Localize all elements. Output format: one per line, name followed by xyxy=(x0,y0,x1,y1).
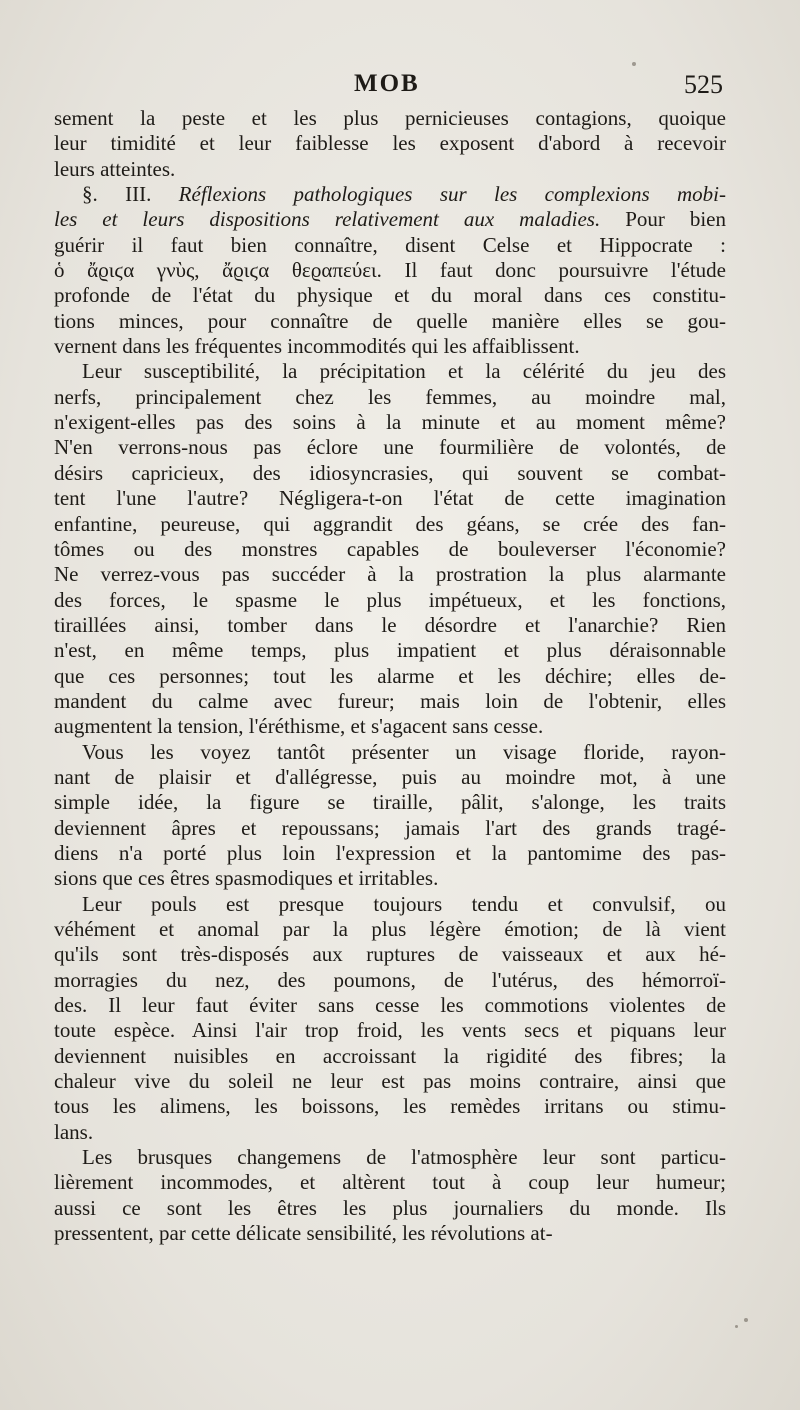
text-line: qu'ils sont très-disposés aux ruptures de vaisseaux et aux hé- xyxy=(54,942,726,967)
text-line: profonde de l'état du physique et du moral dans ces constitu- xyxy=(54,283,726,308)
paper-speck xyxy=(735,1325,738,1328)
text-line: Les brusques changemens de l'atmosphère leur sont particu- xyxy=(82,1145,726,1170)
paragraph xyxy=(54,892,726,1145)
text-line xyxy=(54,182,726,207)
text-line: deviennent nuisibles en accroissant la rigidité des fibres; la xyxy=(54,1043,726,1068)
text-line: N'en verrons-nous pas éclore une fourmilière de volontés, de xyxy=(54,435,726,460)
text-line xyxy=(54,207,726,232)
section-heading-italic: Réflexions pathologiques sur les complexions mobi- xyxy=(178,182,726,207)
text-line: diens n'a porté plus loin l'expression et la pantomime des pas- xyxy=(54,840,726,865)
paragraph xyxy=(54,359,726,739)
text-line: leurs atteintes. xyxy=(54,156,176,181)
text-line: que ces personnes; tout les alarme et les déchire; elles de- xyxy=(54,663,726,688)
paragraph xyxy=(54,182,726,359)
paper-speck xyxy=(744,1318,748,1322)
text-line: guérir il faut bien connaître, disent Celse et Hippocrate : xyxy=(54,232,726,257)
text-line: des. Il leur faut éviter sans cesse les commotions violentes de xyxy=(54,993,726,1018)
section-heading-number: §. III. xyxy=(82,182,179,207)
paper-speck xyxy=(632,62,636,66)
text-line: Ne verrez-vous pas succéder à la prostration la plus alarmante xyxy=(54,562,726,587)
text-line: leur timidité et leur faiblesse les exposent d'abord à recevoir xyxy=(54,131,726,156)
text-line: deviennent âpres et repoussans; jamais l'art des grands tragé- xyxy=(54,815,726,840)
text-line: Leur pouls est presque toujours tendu et convulsif, ou xyxy=(82,891,726,916)
text-line: pressentent, par cette délicate sensibilité, les révolutions at- xyxy=(54,1221,553,1246)
running-head: MOB xyxy=(354,70,420,97)
page-header xyxy=(0,70,800,106)
paragraph xyxy=(54,740,726,892)
paragraph xyxy=(54,106,726,182)
text-line: lans. xyxy=(54,1119,94,1144)
text-line: n'exigent-elles pas des soins à la minute et au moment même? xyxy=(54,410,726,435)
text-line: augmentent la tension, l'éréthisme, et s'agacent sans cesse. xyxy=(54,714,544,739)
text-line: aussi ce sont les êtres les plus journaliers du monde. Ils xyxy=(54,1195,726,1220)
text-line: Vous les voyez tantôt présenter un visage floride, rayon- xyxy=(82,739,726,764)
paragraph xyxy=(54,1145,726,1246)
text-line: nant de plaisir et d'allégresse, puis au moindre mot, à une xyxy=(54,764,726,789)
text-line: n'est, en même temps, plus impatient et plus déraisonnable xyxy=(54,638,726,663)
text-line: tous les alimens, les boissons, les remèdes irritans ou stimu- xyxy=(54,1094,726,1119)
page-number: 525 xyxy=(684,70,723,99)
text-line: tions minces, pour connaître de quelle manière elles se gou- xyxy=(54,308,726,333)
text-line: simple idée, la figure se tiraille, pâlit, s'alonge, les traits xyxy=(54,790,726,815)
text-line: véhément et anomal par la plus légère émotion; de là vient xyxy=(54,917,726,941)
text-line: tômes ou des monstres capables de bouleverser l'économie? xyxy=(54,536,726,561)
text-line: désirs capricieux, des idiosyncrasies, qui souvent se combat- xyxy=(54,460,726,485)
body-text xyxy=(54,106,726,1246)
section-heading-italic: les et leurs dispositions relativement aux maladies. xyxy=(54,207,601,232)
text-line: chaleur vive du soleil ne leur est pas moins contraire, ainsi que xyxy=(54,1069,726,1094)
text-line: Leur susceptibilité, la précipitation et la célérité du jeu des xyxy=(82,359,726,384)
section-heading-number: Pour bien xyxy=(600,207,726,232)
text-line: enfantine, peureuse, qui aggrandit des géans, se crée des fan- xyxy=(54,511,726,536)
text-line: tiraillées ainsi, tomber dans le désordre et l'anarchie? Rien xyxy=(54,612,726,637)
text-line: des forces, le spasme le plus impétueux, et les fonctions, xyxy=(54,587,726,612)
text-line: sement la peste et les plus pernicieuses contagions, quoique xyxy=(54,106,726,130)
text-line: tent l'une l'autre? Négligera-t-on l'état de cette imagination xyxy=(54,486,726,511)
text-line: vernent dans les fréquentes incommodités qui les affaiblissent. xyxy=(54,334,580,359)
text-line: morragies du nez, des poumons, de l'utérus, des hémorroï- xyxy=(54,967,726,992)
text-line: ὁ ἄϱιϛα γνὺς, ἄϱιϛα θεϱαπεύει. Il faut donc poursuivre l'étude xyxy=(54,258,726,283)
text-line: lièrement incommodes, et altèrent tout à coup leur humeur; xyxy=(54,1170,726,1195)
text-line: nerfs, principalement chez les femmes, au moindre mal, xyxy=(54,384,726,409)
text-line: sions que ces êtres spasmodiques et irritables. xyxy=(54,866,439,891)
text-line: mandent du calme avec fureur; mais loin de l'obtenir, elles xyxy=(54,688,726,713)
text-line: toute espèce. Ainsi l'air trop froid, les vents secs et piquans leur xyxy=(54,1018,726,1043)
